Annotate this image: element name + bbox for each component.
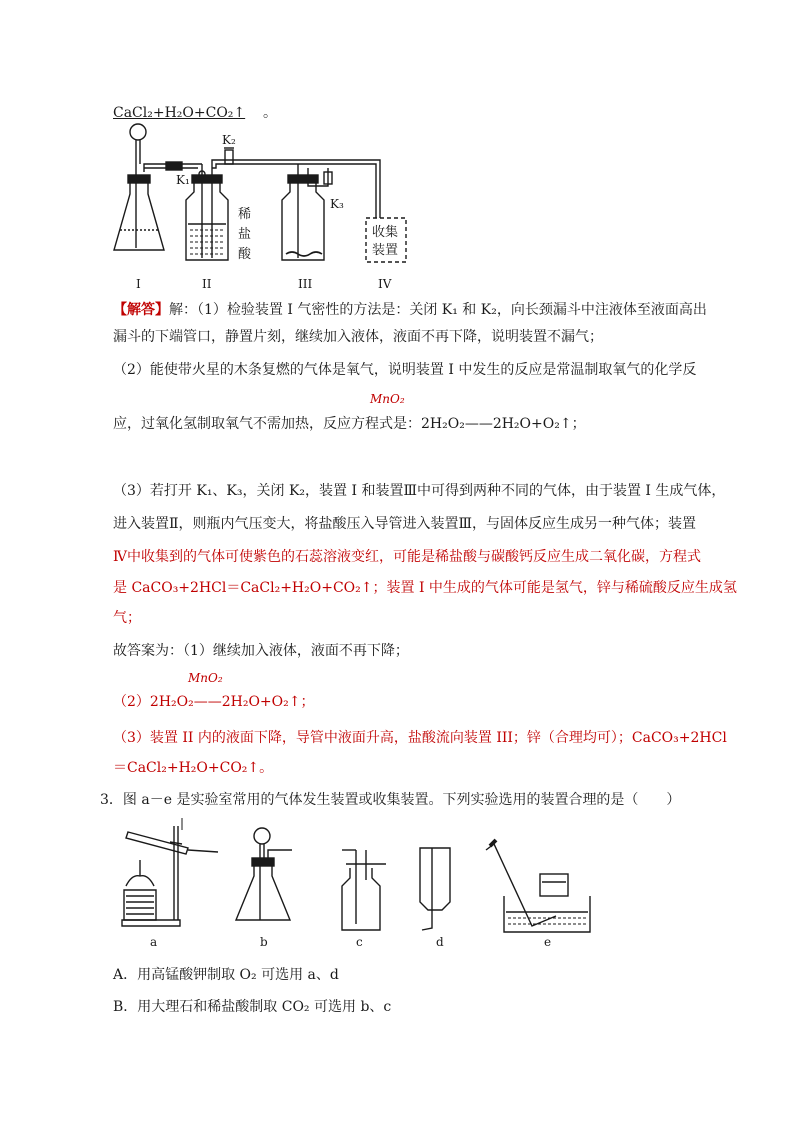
answer-p2-b: 应，过氧化氢制取氧气不需加热，反应方程式是：2H₂O₂——2H₂O+O₂↑； [113,416,586,432]
option-a: A．用高锰酸钾制取 O₂ 可选用 a、d [113,967,339,983]
fig-label-e: e [544,935,552,949]
answer-p3-c: Ⅳ中收集到的气体可使紫色的石蕊溶液变红，可能是稀盐酸与碳酸钙反应生成二氧化碳，方程式 [113,549,701,565]
roman-1: I [136,277,141,291]
roman-3: III [298,277,313,291]
label-k3: K₃ [330,197,344,211]
fig-label-b: b [260,935,268,949]
final-2: （2）2H₂O₂——2H₂O+O₂↑； [113,694,315,710]
apparatus-diagram-2 [110,820,610,950]
label-collect-1: 收集 [372,225,399,240]
roman-2: II [202,277,212,291]
label-acid-3: 酸 [238,247,252,262]
final-title: 故答案为：（1）继续加入液体，液面不再下降； [113,643,409,659]
answer-p3-d: 是 CaCO₃+2HCl＝CaCl₂+H₂O+CO₂↑；装置 I 中生成的气体可能是氢气，锌与稀硫酸反应生成氢 [113,580,737,596]
fig-label-c: c [356,935,363,949]
answer-p3-e: 气； [113,610,141,626]
final-catalyst: MnO₂ [188,671,223,685]
apparatus-diagram-1 [110,120,410,295]
label-k1: K₁ [176,173,190,187]
question-stem: 3．图 a－e 是实验室常用的气体发生装置或收集装置。下列实验选用的装置合理的是（ ） [100,792,681,808]
answer-p1-b: 漏斗的下端管口，静置片刻，继续加入液体，液面不再下降，说明装置不漏气； [113,329,603,345]
answer-p2-catalyst: MnO₂ [370,392,405,406]
final-3a: （3）装置 II 内的液面下降，导管中液面升高，盐酸流向装置 III；锌（合理均可）；CaCO₃+2HCl [113,730,727,746]
top-equation: CaCl₂+H₂O+CO₂↑ [113,105,246,121]
option-b: B．用大理石和稀盐酸制取 CO₂ 可选用 b、c [113,999,392,1015]
label-k2: K₂ [222,133,236,147]
answer-p3-a: （3）若打开 K₁、K₃，关闭 K₂，装置 I 和装置Ⅲ中可得到两种不同的气体，由于装置 I 生成气体， [113,483,726,499]
final-3b: ＝CaCl₂+H₂O+CO₂↑。 [113,760,274,776]
top-equation-end: 。 [262,105,277,121]
answer-p3-b: 进入装置Ⅱ，则瓶内气压变大，将盐酸压入导管进入装置Ⅲ，与固体反应生成另一种气体；装置 [113,516,697,532]
fig-label-a: a [150,935,158,949]
label-acid-1: 稀 [238,207,252,222]
fig-label-d: d [436,935,444,949]
label-acid-2: 盐 [238,227,252,242]
answer-tag: 【解答】 [113,302,169,318]
answer-p1-a: 【解答】解：（1）检验装置 I 气密性的方法是：关闭 K₁ 和 K₂，向长颈漏斗中注液体至液面高出 [113,302,707,318]
roman-4: IV [378,277,392,291]
answer-p2-a: （2）能使带火星的木条复燃的气体是氧气，说明装置 I 中发生的反应是常温制取氧气的化学反 [113,362,697,378]
label-collect-2: 装置 [372,243,399,258]
